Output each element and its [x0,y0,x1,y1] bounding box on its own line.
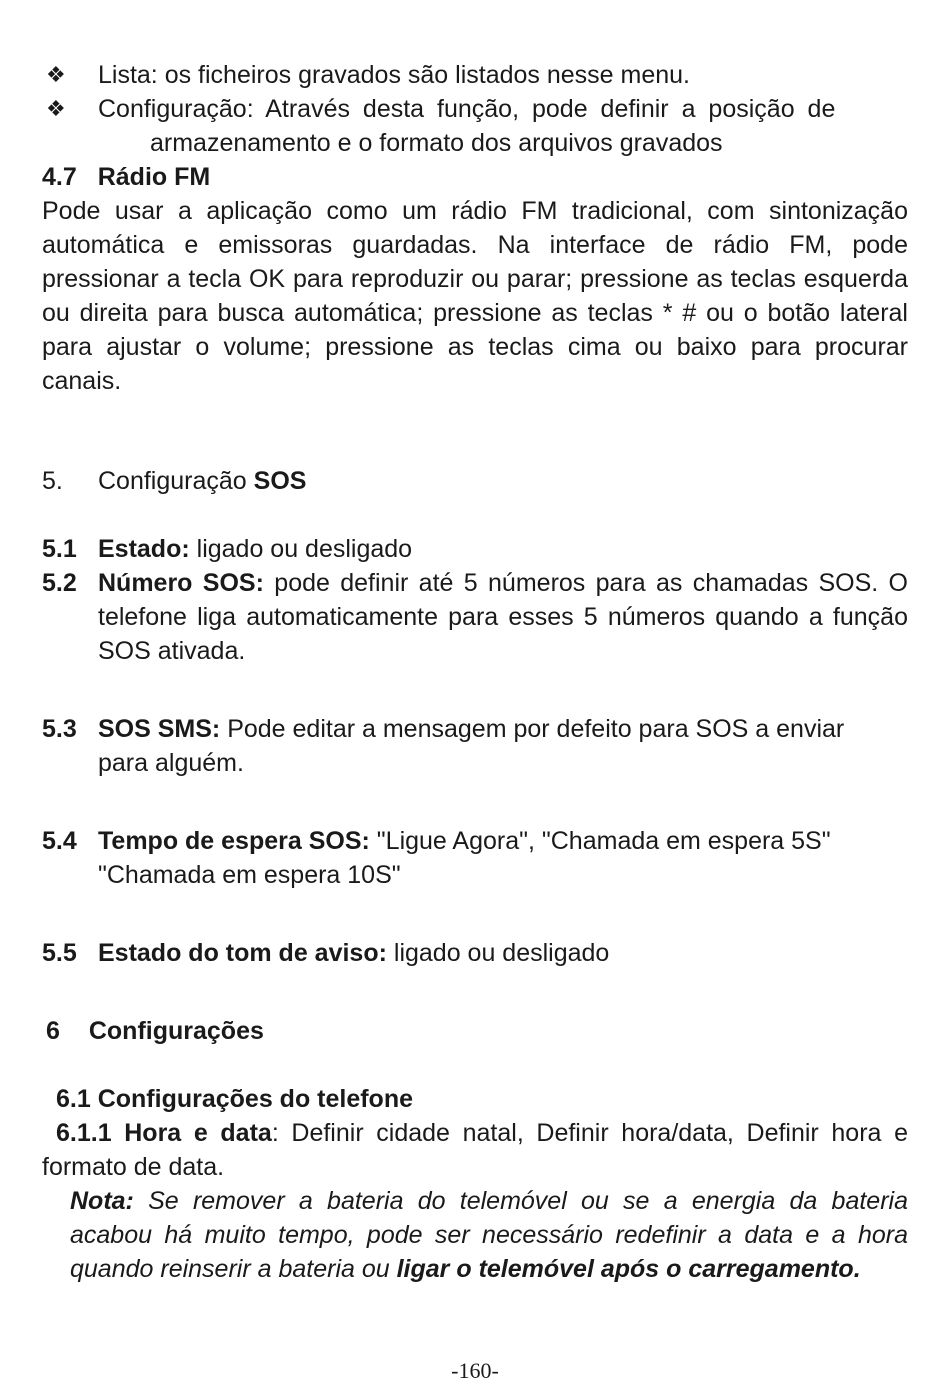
section-number: 6 [46,1017,60,1045]
item-5-1 [98,532,908,566]
item-label: Número SOS: [98,569,264,597]
item-label: Estado do tom de aviso: [98,939,387,967]
section-4-7-heading [42,160,210,194]
note-text: Se remover a bateria do telemóvel ou se a energia da bateria acabou há muito tempo, pode ser necessário redefinir a data e a hora quando reinserir a bateria ou [70,1187,908,1283]
section-title: Rádio FM [97,163,211,191]
item-text: Pode editar a mensagem por defeito para SOS a enviar para alguém. [98,715,845,777]
note-block [70,1184,908,1286]
section-number: 4.7 [42,163,77,191]
section-5-heading [42,464,63,498]
item-number: 5.2 [42,569,77,597]
item-5-5 [98,936,908,970]
bullet-item-configuracao [98,92,908,126]
sos-label: SOS [253,467,307,495]
subsection-text: : Definir cidade natal, Definir hora/data, Definir hora e formato de data. [42,1119,908,1181]
item-number: 5.1 [42,535,77,563]
bullet-label: Configuração: [98,95,254,123]
bullet-item-lista [98,58,908,92]
note-label: Nota: [70,1187,134,1215]
item-label: Estado: [98,535,190,563]
bullet-continuation: armazenamento e o formato dos arquivos gravados [150,129,723,157]
item-label: SOS SMS: [98,715,221,743]
item-number: 5.5 [42,939,77,967]
item-label: Tempo de espera SOS: [98,827,370,855]
section-6-1-heading: 6.1 Configurações do telefone [56,1085,414,1113]
item-text: ligado ou desligado [386,939,610,967]
section-4-7-body: Pode usar a aplicação como um rádio FM tradicional, com sintonização automática e emissoras guardadas. Na interface de rádio FM, pode pressionar a tecla OK para reproduzir ou parar; pressione as teclas esquerda ou direita para busca automática; pressione as teclas * # ou o botão lateral para ajustar o volume; pressione as teclas cima ou baixo para procurar canais. [42,197,908,395]
bullet-icon: ❖ [46,62,66,87]
item-5-3 [98,712,860,780]
item-5-4 [98,824,840,892]
section-title: Configurações [88,1017,264,1045]
item-5-2 [98,566,908,668]
bullet-text: Através desta função, pode definir a posição de [253,95,836,123]
bullet-text: os ficheiros gravados são listados nesse menu. [157,61,690,89]
section-6-1-1 [42,1116,908,1184]
item-text: ligado ou desligado [189,535,413,563]
item-number: 5.3 [42,715,77,743]
note-bold-text: ligar o telemóvel após o carregamento. [396,1255,861,1283]
item-text: pode definir até 5 números para as chamadas SOS. O telefone liga automaticamente para esses 5 números quando a função SOS ativada. [98,569,909,665]
bullet-label: Lista: [98,61,158,89]
section-5-title: Configuração SOS [98,467,307,495]
item-number: 5.4 [42,827,77,855]
item-text: "Ligue Agora", "Chamada em espera 5S" "Chamada em espera 10S" [98,827,831,889]
section-6-heading [46,1014,264,1048]
bullet-icon: ❖ [46,96,66,121]
section-number: 5. [42,467,63,495]
subsection-label: 6.1.1 Hora e data [56,1119,272,1147]
page-number: -160- [451,1358,499,1383]
